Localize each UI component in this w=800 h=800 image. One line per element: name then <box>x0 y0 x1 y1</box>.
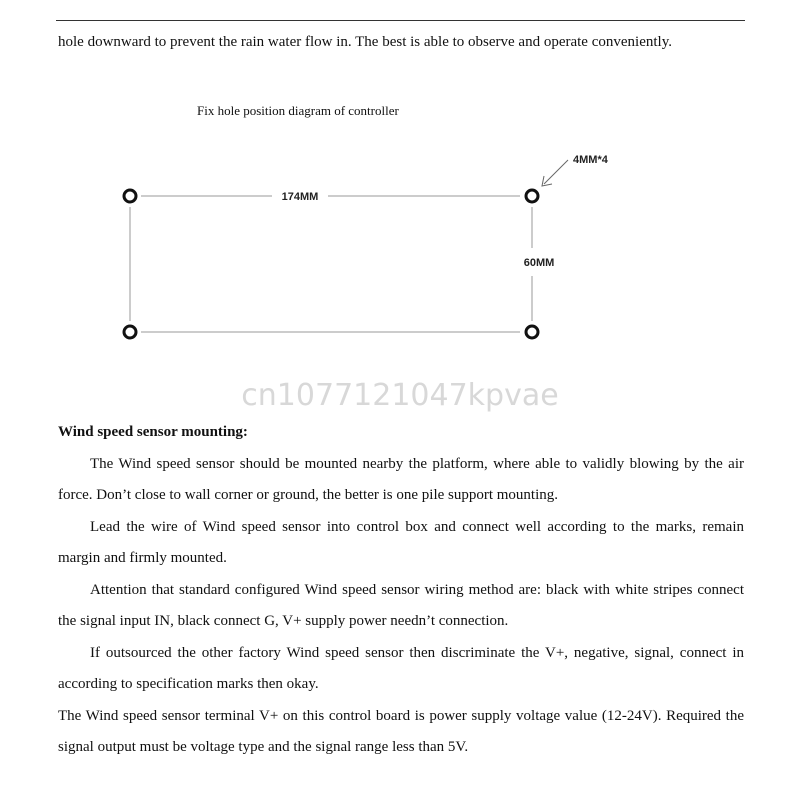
hole-top-right <box>526 190 538 202</box>
paragraph-mounting-location: The Wind speed sensor should be mounted nearby the platform, where able to validly blowing by the air force. Don’t close to wall corner or ground, the better is one pile support mounting. <box>58 456 744 504</box>
hole-bottom-right <box>526 326 538 338</box>
intro-text: hole downward to prevent the rain water flow in. The best is able to observe and operate conveniently. <box>58 34 672 50</box>
hole-size-label: 4MM*4 <box>573 154 608 166</box>
hole-bottom-left <box>124 326 136 338</box>
paragraph-voltage-spec: The Wind speed sensor terminal V+ on this control board is power supply voltage value (12-24V). Required the signal output must be voltage type and the signal range less than 5V. <box>58 708 744 756</box>
paragraph-wiring-method: Attention that standard configured Wind speed sensor wiring method are: black with white stripes connect the signal input IN, black connect G, V+ supply power needn’t connection. <box>58 582 744 630</box>
section-heading: Wind speed sensor mounting: <box>58 424 248 440</box>
paragraph-outsourced-sensor: If outsourced the other factory Wind speed sensor then discriminate the V+, negative, signal, connect in according to specification marks then okay. <box>58 645 744 693</box>
watermark: cn1077121047kpvae <box>241 378 559 413</box>
width-label: 174MM <box>281 191 319 203</box>
paragraph-wire-lead: Lead the wire of Wind speed sensor into control box and connect well according to the marks, remain margin and firmly mounted. <box>58 519 744 567</box>
height-label: 60MM <box>523 257 555 269</box>
diagram-title: Fix hole position diagram of controller <box>197 103 399 118</box>
hole-top-left <box>124 190 136 202</box>
hole-leader-line <box>544 160 568 184</box>
